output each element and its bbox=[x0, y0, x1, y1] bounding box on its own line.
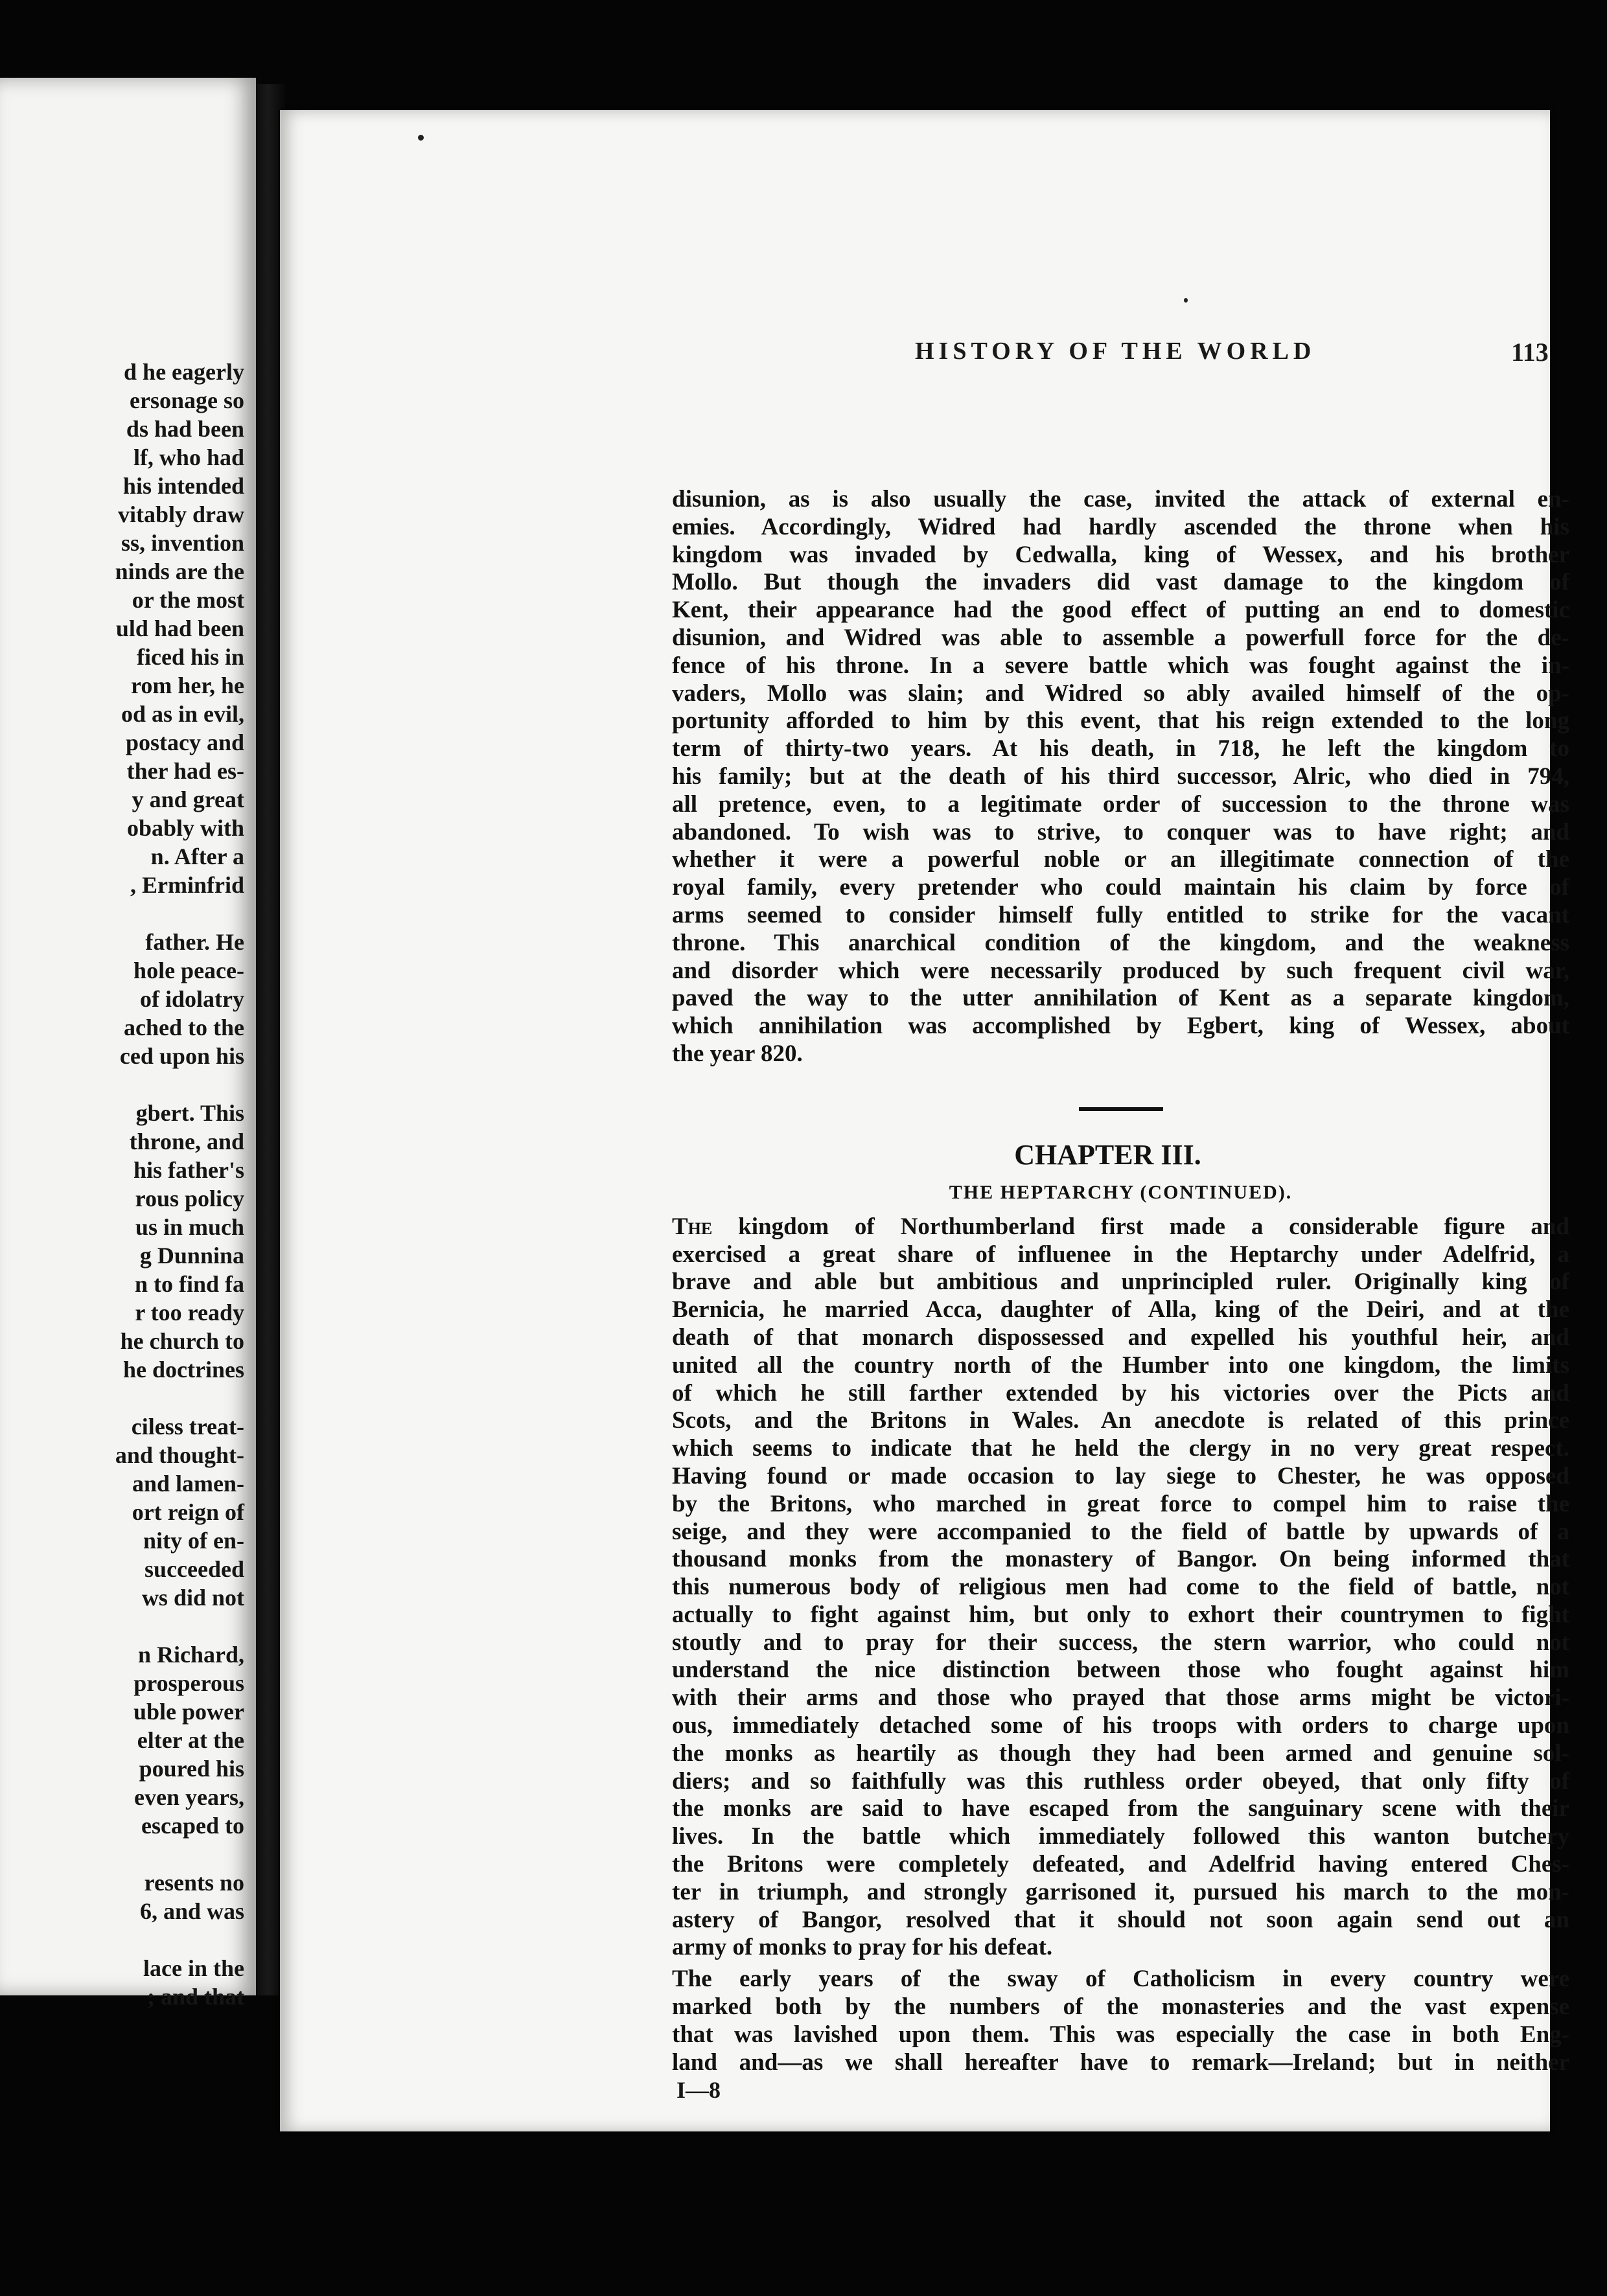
left-page-line: ced upon his bbox=[119, 1043, 244, 1069]
ink-speck bbox=[418, 135, 424, 141]
text-line: astery of Bangor, resolved that it should not soon again send out an bbox=[672, 1906, 1569, 1933]
left-page-line: ficed his in bbox=[136, 644, 244, 670]
left-page-text-column bbox=[11, 358, 244, 2011]
left-page-line: resents no bbox=[144, 1870, 244, 1896]
text-line: stoutly and to pray for their success, the stern warrior, who could not bbox=[672, 1629, 1569, 1656]
left-page-line: escaped to bbox=[141, 1813, 244, 1839]
left-page-line: nity of en- bbox=[143, 1528, 244, 1554]
text-line: and disorder which were necessarily produced by such frequent civil war, bbox=[672, 957, 1569, 984]
left-page-line: vitably draw bbox=[117, 501, 244, 527]
left-page-line: poured his bbox=[139, 1756, 244, 1782]
left-page-line: d he eagerly bbox=[124, 359, 244, 385]
left-page-line: ; and that bbox=[146, 1984, 244, 2010]
page-number: 113 bbox=[1511, 338, 1549, 367]
text-line: whether it were a powerful noble or an illegitimate connection of the bbox=[672, 846, 1569, 873]
text-line: paved the way to the utter annihilation of Kent as a separate kingdom, bbox=[672, 985, 1569, 1012]
left-page-line: succeeded bbox=[145, 1556, 244, 1582]
text-line: of which he still farther extended by his victories over the Picts and bbox=[672, 1379, 1569, 1406]
text-line: brave and able but ambitious and unprincipled ruler. Originally king of bbox=[672, 1269, 1569, 1296]
text-line: the Britons were completely defeated, and Adelfrid having entered Ches- bbox=[672, 1851, 1569, 1878]
text-line: with their arms and those who prayed that those arms might be victori- bbox=[672, 1684, 1569, 1712]
left-page-line: gbert. This bbox=[135, 1100, 244, 1126]
text-line: army of monks to pray for his defeat. bbox=[672, 1934, 1053, 1961]
left-page-line: n to find fa bbox=[134, 1271, 244, 1297]
text-line: the monks as heartily as though they had been armed and genuine sol- bbox=[672, 1739, 1569, 1767]
running-head-title: HISTORY OF THE WORLD bbox=[915, 338, 1316, 365]
left-page-line: lace in the bbox=[143, 1955, 244, 1981]
left-page-line: or the most bbox=[132, 587, 244, 613]
left-page-line: postacy and bbox=[125, 729, 244, 755]
text-line: his family; but at the death of his third successor, Alric, who died in 794, bbox=[672, 763, 1569, 790]
text-line: actually to fight against him, but only to exhort their countrymen to fight bbox=[672, 1601, 1569, 1628]
text-line: all pretence, even, to a legitimate order of succession to the throne was bbox=[672, 790, 1569, 818]
text-line: diers; and so faithfully was this ruthless order obeyed, that only fifty of bbox=[672, 1767, 1569, 1795]
left-page-line: he church to bbox=[120, 1328, 244, 1354]
running-head bbox=[630, 337, 1576, 376]
left-page-line: n Richard, bbox=[137, 1642, 244, 1668]
text-line: by the Britons, who marched in great force to compel him to raise the bbox=[672, 1490, 1569, 1517]
text-line bbox=[672, 1213, 1569, 1241]
left-page-line: he doctrines bbox=[123, 1357, 244, 1383]
left-page-line: n. After a bbox=[150, 844, 244, 869]
left-page-line: g Dunnina bbox=[139, 1243, 244, 1269]
text-line: arms seemed to consider himself fully entitled to strike for the vacant bbox=[672, 901, 1569, 928]
text-line: royal family, every pretender who could maintain his claim by force of bbox=[672, 874, 1569, 901]
text-line: understand the nice distinction between those who fought against him bbox=[672, 1657, 1569, 1684]
text-line: abandoned. To wish was to strive, to conquer was to have right; and bbox=[672, 818, 1569, 845]
paragraph-catholicism bbox=[672, 1966, 1569, 2076]
text-line: the monks are said to have escaped from the sanguinary scene with their bbox=[672, 1795, 1569, 1822]
main-page bbox=[280, 110, 1569, 2131]
text-line: marked both by the numbers of the monasteries and the vast expense bbox=[672, 1993, 1569, 2021]
left-page-line: rous policy bbox=[135, 1186, 244, 1211]
text-line: fence of his throne. In a severe battle which was fought against the in- bbox=[672, 652, 1569, 679]
left-page-line: ss, invention bbox=[121, 530, 244, 556]
first-line-rest: kingdom of Northumberland first made a considerable figure and bbox=[712, 1213, 1569, 1240]
left-page-line bbox=[11, 1840, 244, 1868]
left-page-line: us in much bbox=[135, 1214, 244, 1240]
text-line: emies. Accordingly, Widred had hardly ascended the throne when his bbox=[672, 513, 1569, 540]
chapter-subtitle: THE HEPTARCHY (CONTINUED). bbox=[949, 1181, 1293, 1203]
text-line: The early years of the sway of Catholicism in every country were bbox=[672, 1966, 1569, 1993]
left-page-line: lf, who had bbox=[133, 444, 244, 470]
left-page-line: ciless treat- bbox=[131, 1414, 244, 1440]
left-page-line: ds had been bbox=[126, 416, 244, 442]
text-line: which annihilation was accomplished by Egbert, king of Wessex, about bbox=[672, 1013, 1569, 1040]
left-page-line: ws did not bbox=[141, 1585, 244, 1611]
left-page-line: hole peace- bbox=[133, 958, 244, 983]
text-line: death of that monarch dispossessed and expelled his youthful heir, and bbox=[672, 1324, 1569, 1351]
text-line: Scots, and the Britons in Wales. An anecdote is related of this prince bbox=[672, 1407, 1569, 1434]
left-page-line bbox=[11, 1070, 244, 1099]
left-page-line bbox=[11, 1612, 244, 1640]
text-line: the year 820. bbox=[672, 1040, 803, 1067]
left-page-line: obably with bbox=[126, 815, 244, 841]
section-rule bbox=[1079, 1107, 1163, 1111]
text-line: which seems to indicate that he held the clergy in no very great respect. bbox=[672, 1435, 1569, 1462]
text-line: disunion, and Widred was able to assemble a powerfull force for the de- bbox=[672, 624, 1569, 651]
text-line: Bernicia, he married Acca, daughter of Alla, king of the Deiri, and at the bbox=[672, 1296, 1569, 1324]
chapter-title: CHAPTER III. bbox=[1014, 1138, 1201, 1171]
left-page-line: rom her, he bbox=[131, 672, 244, 698]
left-page-line: ached to the bbox=[124, 1015, 244, 1040]
left-facing-page bbox=[0, 78, 256, 2010]
text-line: ter in triumph, and strongly garrisoned it, pursued his march to the mon- bbox=[672, 1878, 1569, 1905]
text-line: kingdom was invaded by Cedwalla, king of Wessex, and his brother bbox=[672, 541, 1569, 568]
left-page-line: ther had es- bbox=[126, 758, 244, 784]
paragraph-kent bbox=[672, 486, 1569, 1068]
text-line: thousand monks from the monastery of Bangor. On being informed that bbox=[672, 1546, 1569, 1573]
text-line: throne. This anarchical condition of the kingdom, and the weakness bbox=[672, 929, 1569, 956]
left-page-line: y and great bbox=[132, 786, 244, 812]
text-line: vaders, Mollo was slain; and Widred so ably availed himself of the op- bbox=[672, 680, 1569, 707]
left-page-line: elter at the bbox=[137, 1727, 244, 1753]
left-page-line: throne, and bbox=[129, 1129, 244, 1154]
left-page-line: r too ready bbox=[135, 1300, 244, 1326]
left-page-line: uble power bbox=[133, 1699, 244, 1725]
left-page-line: , Erminfrid bbox=[130, 872, 244, 898]
left-page-line: od as in evil, bbox=[121, 701, 244, 727]
paragraph-northumberland bbox=[672, 1213, 1569, 1962]
text-line: Mollo. But though the invaders did vast damage to the kingdom of bbox=[672, 569, 1569, 596]
text-line: exercised a great share of influenee in the Heptarchy under Adelfrid, a bbox=[672, 1241, 1569, 1268]
left-page-line: prosperous bbox=[133, 1670, 244, 1696]
left-page-line: his intended bbox=[122, 473, 244, 499]
body-text bbox=[672, 486, 1569, 2076]
text-line: land and—as we shall hereafter have to remark—Ireland; but in neither bbox=[672, 2049, 1569, 2076]
left-page-line: uld had been bbox=[115, 615, 244, 641]
left-page-line bbox=[11, 899, 244, 928]
left-page-line: of idolatry bbox=[140, 986, 244, 1012]
left-page-line: ersonage so bbox=[130, 387, 244, 413]
text-line: this numerous body of religious men had come to the field of battle, not bbox=[672, 1574, 1569, 1601]
text-line: seige, and they were accompanied to the field of battle by upwards of a bbox=[672, 1518, 1569, 1545]
left-page-line: ort reign of bbox=[132, 1499, 244, 1525]
left-page-line bbox=[11, 1384, 244, 1412]
text-line: term of thirty-two years. At his death, in 718, he left the kingdom to bbox=[672, 735, 1569, 763]
text-line: Having found or made occasion to lay siege to Chester, he was opposed bbox=[672, 1462, 1569, 1489]
left-page-line: and lamen- bbox=[132, 1471, 244, 1497]
text-line: lives. In the battle which immediately followed this wanton butchery bbox=[672, 1823, 1569, 1850]
ink-speck bbox=[1184, 298, 1188, 303]
left-page-line: ninds are the bbox=[115, 558, 244, 584]
left-page-line: and thought- bbox=[115, 1442, 244, 1468]
left-page-line: even years, bbox=[134, 1784, 244, 1810]
text-line: disunion, as is also usually the case, invited the attack of external en- bbox=[672, 486, 1569, 512]
text-line: ous, immediately detached some of his troops with orders to charge upon bbox=[672, 1712, 1569, 1739]
paragraph-first-word: The bbox=[672, 1213, 713, 1240]
left-page-line: 6, and was bbox=[139, 1898, 244, 1924]
text-line: united all the country north of the Humber into one kingdom, the limits bbox=[672, 1351, 1569, 1379]
text-line: portunity afforded to him by this event, that his reign extended to the long bbox=[672, 707, 1569, 735]
left-page-line: father. He bbox=[145, 929, 244, 955]
left-page-line bbox=[11, 1925, 244, 1954]
text-line: that was lavished upon them. This was especially the case in both Eng- bbox=[672, 2021, 1569, 2048]
text-line: Kent, their appearance had the good effect of putting an end to domestic bbox=[672, 597, 1569, 624]
left-page-line: his father's bbox=[133, 1157, 244, 1183]
signature-mark: I—8 bbox=[676, 2077, 721, 2103]
